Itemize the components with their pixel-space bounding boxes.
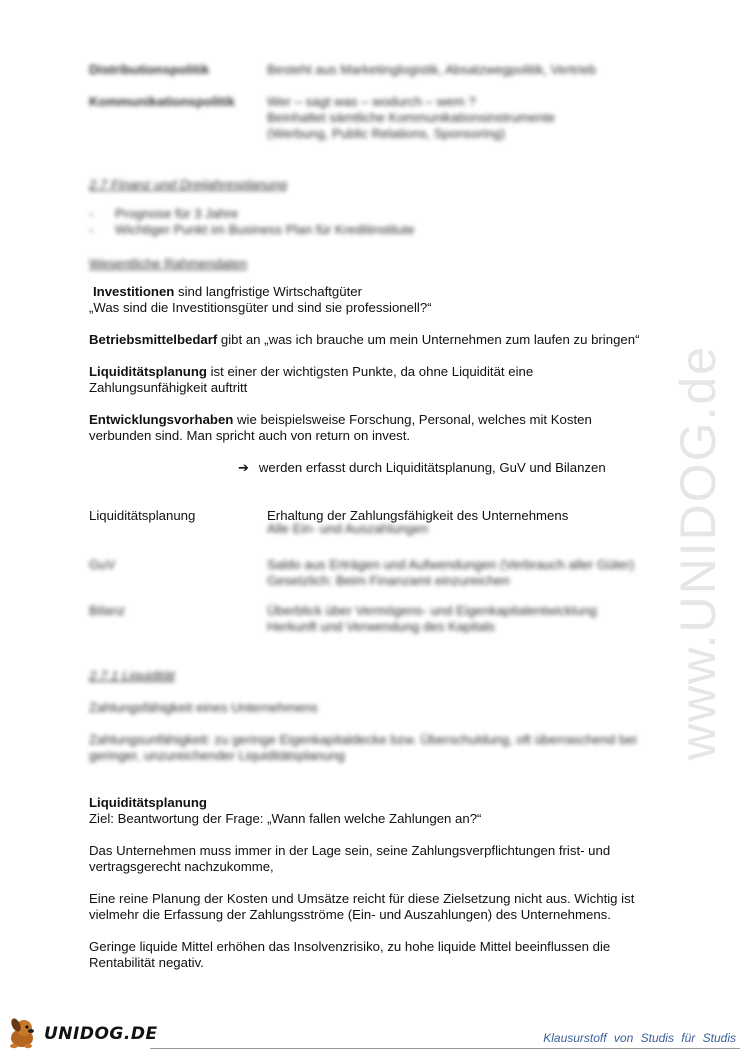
table-value <box>267 603 597 635</box>
definition-line2: verbunden sind. Man spricht auch von return on invest. <box>89 428 411 443</box>
paragraph-line: vertragsgerecht nachzukomme, <box>89 859 274 874</box>
blurred-line: geringer, unzureichender Liquiditätsplanung <box>89 748 345 763</box>
logo <box>4 1014 164 1054</box>
liquidity-paragraph <box>89 891 679 923</box>
logo-text: UNIDOG.DE <box>44 1024 158 1044</box>
definition-text: wie beispielsweise Forschung, Personal, welches mit Kosten <box>233 412 592 427</box>
section-heading: 2.7.1 Liquidität <box>89 668 175 683</box>
definition-term: Liquiditätsplanung <box>89 364 207 379</box>
definition-text: gibt an „was ich brauche um mein Unternehmen zum laufen zu bringen“ <box>217 332 640 347</box>
table-row <box>89 508 689 537</box>
table-row <box>89 557 689 589</box>
definition-text: sind langfristige Wirtschaftgüter <box>174 284 362 299</box>
liquidity-paragraph <box>89 939 679 971</box>
bullet-item: - Prognose für 3 Jahre <box>89 206 415 222</box>
table-line: Gesetzlich: Beim Finanzamt einzureichen <box>267 573 510 588</box>
liquidity-paragraph <box>89 843 679 875</box>
definition-betriebsmittelbedarf <box>89 332 679 348</box>
blurred-line: Zahlungsfähigkeit eines Unternehmens <box>89 700 318 715</box>
paragraph-line: Rentabilität negativ. <box>89 955 204 970</box>
row-desc <box>267 94 555 142</box>
footer-divider <box>150 1048 740 1049</box>
definition-text: ist einer der wichtigsten Punkte, da ohne Liquidität eine <box>206 364 534 379</box>
table-value <box>267 557 634 589</box>
blurred-paragraph <box>89 732 637 764</box>
row-term: Distributionspolitik <box>89 62 210 77</box>
footer-tagline: Klausurstoff von Studis für Studis <box>543 1031 736 1045</box>
table-line: Herkunft und Verwendung des Kapitals <box>267 619 495 634</box>
definition-term: Investitionen <box>93 284 175 299</box>
bullet-item: - Wichtiger Punkt im Business Plan für Kreditinstitute <box>89 222 415 238</box>
table-line: Überblick über Vermögens- und Eigenkapitalentwicklung <box>267 603 597 618</box>
paragraph-line: Geringe liquide Mittel erhöhen das Insolvenzrisiko, zu hohe liquide Mittel beeinflussen die <box>89 939 611 954</box>
blurred-row-distribution <box>89 62 596 78</box>
paragraph-line: Eine reine Planung der Kosten und Umsätze reicht für diese Zielsetzung nicht aus. Wichtig ist <box>89 891 635 906</box>
dog-icon <box>4 1016 40 1052</box>
desc-line: Beinhaltet sämtliche Kommunikationsinstrumente <box>267 110 556 125</box>
liquidity-goal: Ziel: Beantwortung der Frage: „Wann fallen welche Zahlungen an?“ <box>89 811 482 826</box>
definition-investitionen <box>89 284 683 316</box>
table-line: Erhaltung der Zahlungsfähigkeit des Unternehmens <box>267 508 569 523</box>
watermark: www.UNIDOG.de <box>670 345 726 760</box>
table-line: Alle Ein- und Auszahlungen <box>267 521 429 536</box>
liquidity-section <box>89 795 679 827</box>
blurred-line: Zahlungsunfähigkeit: zu geringe Eigenkapitaldecke bzw. Überschuldung, oft überraschend bei <box>89 732 637 747</box>
arrow-right-icon: ➔ <box>238 460 249 475</box>
definition-entwicklungsvorhaben <box>89 412 679 444</box>
definition-line2: Zahlungsunfähigkeit auftritt <box>89 380 248 395</box>
section-heading: 2.7 Finanz und Dreijahresplanung <box>89 177 287 192</box>
table-key: Bilanz <box>89 603 125 618</box>
subheading: Wesentliche Rahmendaten <box>89 256 248 271</box>
table-row <box>89 603 689 635</box>
definition-term: Entwicklungsvorhaben <box>89 412 234 427</box>
row-desc: Besteht aus Marketinglogistik, Absatzwegpolitik, Vertrieb <box>267 62 597 77</box>
table-value <box>267 508 568 537</box>
definition-line2: „Was sind die Investitionsgüter und sind sie professionell?“ <box>89 300 432 315</box>
desc-line: (Werbung, Public Relations, Sponsoring) <box>267 126 505 141</box>
table-key: GuV <box>89 557 116 572</box>
definition-liquiditaetsplanung <box>89 364 679 396</box>
table-line: Saldo aus Erträgen und Aufwendungen (Verbrauch aller Güter) <box>267 557 635 572</box>
bullet-list <box>89 206 415 238</box>
table-key: Liquiditätsplanung <box>89 508 196 523</box>
row-term: Kommunikationspolitik <box>89 94 235 109</box>
arrow-note <box>238 460 606 476</box>
definition-term: Betriebsmittelbedarf <box>89 332 218 347</box>
paragraph-line: Das Unternehmen muss immer in der Lage sein, seine Zahlungsverpflichtungen frist- und <box>89 843 611 858</box>
paragraph-line: vielmehr die Erfassung der Zahlungsströme (Ein- und Auszahlungen) des Unternehmens. <box>89 907 611 922</box>
desc-line: Wer – sagt was – wodurch – wem ? <box>267 94 476 109</box>
blurred-row-communication <box>89 94 555 142</box>
arrow-note-text: werden erfasst durch Liquiditätsplanung, GuV und Bilanzen <box>258 460 606 475</box>
liquidity-heading: Liquiditätsplanung <box>89 795 207 810</box>
